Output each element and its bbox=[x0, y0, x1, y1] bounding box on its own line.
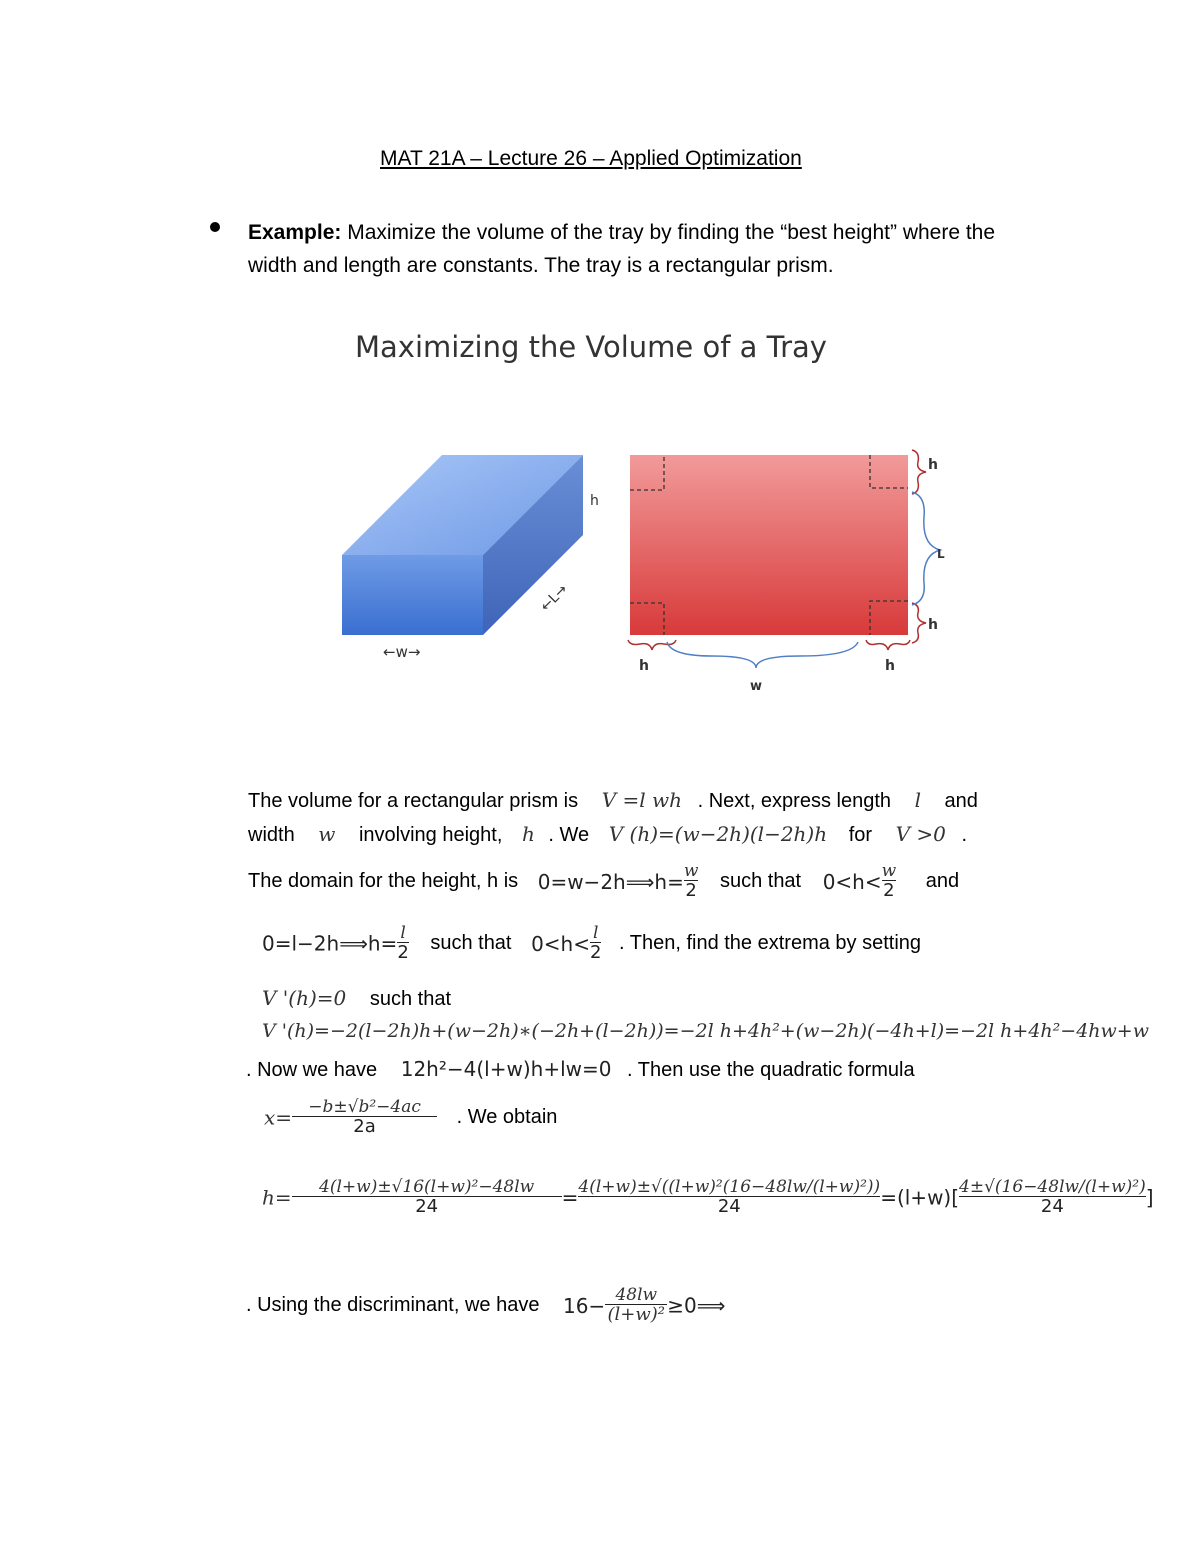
prism-front-face bbox=[342, 555, 483, 635]
sheet-h-right-label: h bbox=[928, 617, 938, 633]
line-domain-l: 0=l−2h⟹h= $\frac{l}{2}$ such that 0<h< $\frac{l}{2}$ . Then, find the extrema by setting bbox=[262, 923, 922, 963]
sheet-rect bbox=[630, 455, 908, 635]
sheet-h-top-label: h bbox=[928, 457, 938, 473]
line-volume: The volume for a rectangular prism is V =l wh . Next, express length l and bbox=[248, 788, 978, 812]
figure-title: Maximizing the Volume of a Tray bbox=[355, 330, 827, 364]
sheet-w-label: w bbox=[750, 679, 763, 694]
line-derivative: V '(h)=−2(l−2h)h+(w−2h)∗(−2h+(l−2h))=−2l h+4h²+(w−2h)(−4h+l)=−2l h+4h²−4hw+w bbox=[262, 1020, 1149, 1042]
line-width: width w involving height, h . We V (h)=(w−2h)(l−2h)h for V >0 . bbox=[248, 822, 968, 846]
prism-h-label: h bbox=[590, 493, 599, 509]
prism-l-label: ←L→ bbox=[537, 581, 571, 615]
page-title: MAT 21A – Lecture 26 – Applied Optimization bbox=[380, 147, 802, 170]
line-quadratic-formula: x= $\frac{\text{−b±√b²−4ac}}{2a}$ . We obtain bbox=[264, 1097, 558, 1137]
line-quadratic: . Now we have 12h²−4(l+w)h+lw=0 . Then use the quadratic formula bbox=[246, 1057, 915, 1081]
prism-w-label: ←w→ bbox=[383, 643, 421, 661]
line-domain: The domain for the height, h is 0=w−2h⟹h= $\frac{w}{2}$ such that 0<h< $\frac{w}{2}$ and bbox=[248, 861, 960, 901]
line-discriminant: . Using the discriminant, we have 16− $\frac{48lw}{\text{(l+w)²}}$ ≥0⟹ bbox=[246, 1285, 726, 1325]
sheet-h-left-bottom-label: h bbox=[639, 658, 649, 674]
line-derivative-zero: V '(h)=0 such that bbox=[262, 986, 452, 1010]
sheet-l-label: L bbox=[937, 547, 945, 561]
example-label: Example: bbox=[248, 221, 342, 244]
tray-figure bbox=[0, 0, 1200, 760]
example-text: Maximize the volume of the tray by finding the “best height” where the width and length are constants. The tray is a rectangular prism. bbox=[248, 221, 996, 277]
sheet-h-right-bottom-label: h bbox=[885, 658, 895, 674]
line-h-solution: h= $\frac{\text{4(l+w)±√16(l+w)²−48lw}}{24}$ = $\frac{\text{4(l+w)±√((l+w)²(16−48lw/(l+w)²))}}{24}$ =(l+w)[ $\frac{\text{4±√(16−48lw/(l+w)²)}}{24}$ ] bbox=[262, 1177, 1154, 1217]
